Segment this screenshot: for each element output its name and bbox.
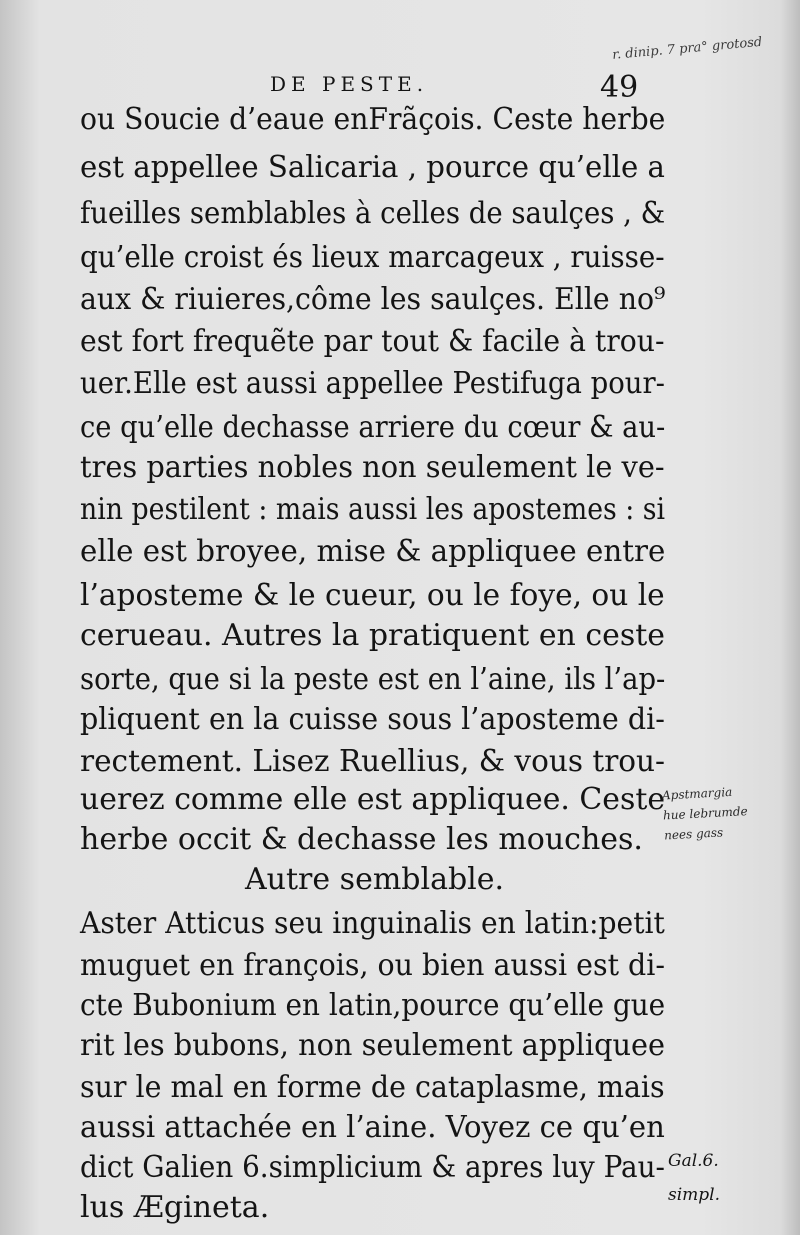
text-line: cerueau. Autres la pratiquent en ceste (80, 618, 665, 653)
text-line: muguet en françois, ou bien aussi est di- (80, 948, 665, 983)
text-line: uerez comme elle est appliquee. Ceste (80, 782, 666, 817)
text-line: elle est broyee, mise & appliquee entre (80, 534, 666, 569)
text-line: ou Soucie d’eaue enFrãçois. Ceste herbe (80, 102, 666, 137)
text-line: aux & riuieres,côme les saulçes. Elle no⁹ (80, 282, 666, 317)
section-heading: Autre semblable. (245, 862, 505, 897)
text-line: fueilles semblables à celles de saulçes , & (80, 196, 666, 231)
handwritten-margin-note: Apstmargia hue lebrumde nees gass (661, 784, 748, 843)
text-line: sur le mal en forme de cataplasme, mais (80, 1070, 665, 1105)
text-line: Aster Atticus seu inguinalis en latin:petit (80, 906, 665, 941)
text-line: qu’elle croist és lieux marcageux , ruisse- (80, 240, 665, 275)
text-line: est fort frequẽte par tout & facile à trou- (80, 324, 665, 359)
text-line: uer.Elle est aussi appellee Pestifuga pour- (80, 366, 665, 401)
text-line: dict Galien 6.simplicium & apres luy Pau- (80, 1150, 665, 1185)
text-line: ce qu’elle dechasse arriere du cœur & au- (80, 410, 666, 445)
text-line: l’aposteme & le cueur, ou le foye, ou le (80, 578, 665, 613)
running-title: DE PESTE. (270, 72, 429, 96)
text-line: tres parties nobles non seulement le ve- (80, 450, 665, 485)
text-line: aussi attachée en l’aine. Voyez ce qu’en (80, 1110, 665, 1145)
text-line: nin pestilent : mais aussi les apostemes : si (80, 492, 666, 527)
handwritten-corner-note: r. dinip. 7 pra° grotosd (611, 34, 763, 63)
text-line: rectement. Lisez Ruellius, & vous trou- (80, 744, 666, 779)
text-line: est appellee Salicaria , pource qu’elle a (80, 150, 665, 185)
text-line: pliquent en la cuisse sous l’aposteme di- (80, 702, 665, 737)
text-line: rit les bubons, non seulement appliquee (80, 1028, 666, 1063)
text-line: lus Ægineta. (80, 1190, 270, 1225)
text-line: cte Bubonium en latin,pource qu’elle gue (80, 988, 666, 1023)
text-line: sorte, que si la peste est en l’aine, ils l’ap- (80, 662, 666, 697)
text-line: herbe occit & dechasse les mouches. (80, 822, 643, 857)
printed-margin-note: Gal.6. simpl. (668, 1151, 721, 1205)
page-number: 49 (600, 70, 639, 105)
